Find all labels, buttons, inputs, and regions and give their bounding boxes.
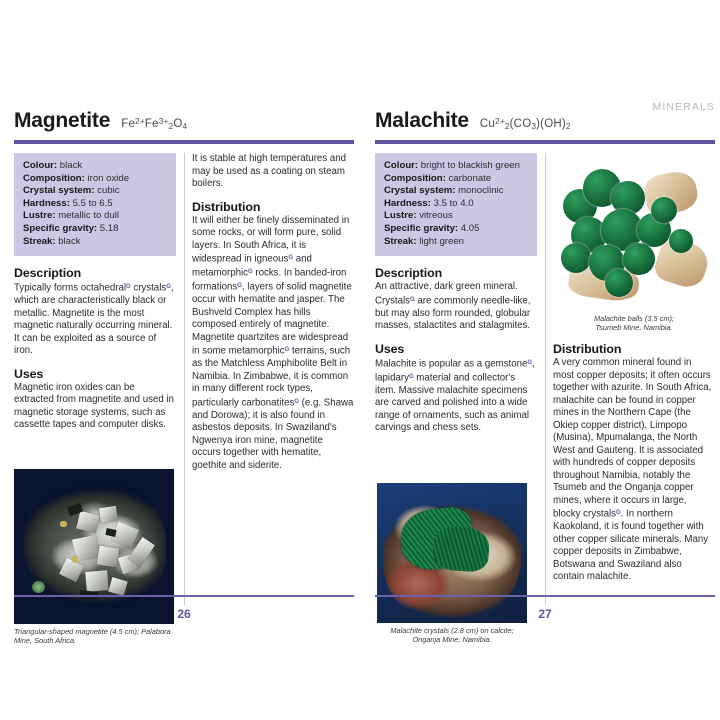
column-b-right-page: [553, 153, 715, 584]
fact-row: [23, 210, 168, 223]
green-mineral-spot: [32, 581, 45, 593]
running-head-minerals: MINERALS: [652, 101, 715, 113]
caption-line-1: Malachite crystals (2.8 cm) on calcite;: [390, 626, 514, 635]
fact-value: bright to blackish green: [420, 160, 520, 171]
page-title: [375, 109, 571, 133]
column-divider: [184, 153, 185, 605]
text-description: An attractive, dark green mineral. Crystals$^G$ are commonly needle-like, but may also form rounded, globular masses, stalactites and stalagmites.: [375, 281, 531, 332]
heading-distribution: Distribution: [192, 199, 261, 214]
malachite-ball: [651, 197, 677, 223]
text-intro-continued: It is stable at high temperatures and may be used as a coating on steam boilers.: [192, 153, 347, 189]
fact-value: 5.18: [99, 222, 119, 234]
fact-label: Composition:: [384, 172, 446, 184]
chemical-formula-magnetite: $Fe^{2+}Fe^{3+}_2O_4$: [121, 117, 188, 132]
column-a-right-page: [375, 153, 537, 645]
text-uses: Magnetic iron oxides can be extracted from magnetite and used in magnetic storage systems, such as cassette tapes and computer disks.: [14, 381, 174, 431]
fact-value: 4.05: [460, 222, 480, 234]
fact-row: [384, 173, 529, 186]
fact-value: carbonate: [448, 172, 492, 184]
text-uses: Malachite is popular as a gemstone$^G$, lapidary$^G$ material and collector's item. Massive malachite specimens are carved and polished into a wide range of ornaments, such as animal carvings and chess sets.: [375, 358, 535, 434]
gold-fleck: [72, 555, 78, 563]
fact-row: [384, 210, 529, 223]
heading-description: Description: [375, 266, 443, 281]
factbox-malachite: [375, 153, 537, 256]
text-distribution: A very common mineral found in most copper deposits; it often occurs together with azurite. In South Africa, malachite can be found in copper mines in the Northern Cape (the Okiep copper district), Limpopo (Musina), Mpumalanga, the North West and Gauteng. It is associated with hundreds of copper deposits throughout Namibia, notably the Tsumeb and the Onganja copper mines, where it occurs in large, blocky crystals$^G$. In northern Kaokoland, it is found together with other copper silicate minerals. Many copper deposits in Zimbabwe, Botswana and Swaziland also contain malachite.: [553, 357, 712, 583]
malachite-crystals-photo: [377, 483, 527, 623]
fact-row: [384, 160, 529, 173]
fact-row: [384, 185, 529, 198]
heading-description: Description: [14, 266, 82, 281]
chemical-formula-malachite: $Cu^{2+}_2(CO_3)(OH)_2$: [479, 117, 571, 132]
caption-line-1: Malachite balls (3.5 cm);: [593, 314, 675, 323]
caption-line-2: Onganja Mine, Namibia.: [412, 635, 492, 645]
fact-label: Crystal system:: [23, 185, 95, 197]
heading-uses: Uses: [375, 341, 405, 356]
fact-label: Streak:: [384, 235, 417, 247]
fact-value: 3.5 to 4.0: [433, 197, 474, 209]
column-divider: [545, 153, 546, 605]
fact-label: Colour:: [384, 160, 419, 171]
page-right-malachite: [375, 95, 715, 645]
fact-value: metallic to dull: [58, 210, 119, 222]
fact-row: [23, 223, 168, 236]
fact-label: Hardness:: [384, 197, 431, 209]
fact-row: [23, 198, 168, 211]
footer-rule: [375, 595, 715, 597]
fact-label: Lustre:: [23, 210, 56, 222]
heading-distribution: Distribution: [553, 342, 622, 357]
fact-label: Composition:: [23, 172, 85, 184]
fact-row: [23, 236, 168, 249]
fact-row: [23, 160, 168, 173]
text-description: Typically forms octahedral$^G$ crystals$^G$, which are characteristically black or metallic. Magnetite is the most magnetic naturally occurring mineral. It can be exploited as a source of iron.: [14, 282, 174, 357]
fact-label: Crystal system:: [384, 185, 456, 197]
fact-value: black: [58, 235, 81, 247]
fact-label: Specific gravity:: [384, 222, 459, 234]
page-number-right: 27: [538, 607, 552, 621]
fact-value: black: [59, 160, 83, 171]
fact-label: Streak:: [23, 235, 56, 247]
crystal-facet: [99, 506, 118, 523]
factbox-magnetite: [14, 153, 176, 256]
fact-row: [23, 173, 168, 186]
column-a-left-page: [14, 153, 176, 646]
fact-value: iron oxide: [87, 172, 130, 184]
fact-row: [23, 185, 168, 198]
malachite-ball: [669, 229, 693, 253]
fact-label: Specific gravity:: [23, 222, 98, 234]
photo-caption-malachite-balls: [553, 314, 715, 332]
magnetite-specimen-photo: [14, 469, 174, 624]
header-rule: [14, 140, 354, 144]
fact-row: [384, 198, 529, 211]
text-distribution: It will either be finely disseminated in some rocks, or will form pure, solid layers. In South Africa, it is widespread in igneous$^G$ and metamorphic$^G$ rocks. In banded-iron formations$^G$, layers of solid magnetite occur with hematite and jasper. The Bushveld Complex has hills composed entirely of magnetite. Magnetite quartzites are widespread in some metamorphic$^G$ terrains, such as the Matchless Amphibolite Belt in Namibia. In Zimbabwe, it is common in many different rock types, particularly carbonatites$^G$ (e.g. Shawa and Dorowa); it is also found in asbestos deposits. In Swaziland's Ngwenya iron mine, magnetite occurs together with hematite, goethite and siderite.: [192, 214, 354, 471]
crystal-facet: [97, 546, 120, 568]
photo-caption-magnetite: Triangular-shaped magnetite (4.5 cm); Palabora Mine, South Africa.: [14, 627, 171, 646]
heading-uses: Uses: [14, 366, 44, 381]
fact-label: Lustre:: [384, 210, 417, 222]
fact-value: cubic: [97, 185, 120, 197]
page-number-left: 26: [177, 607, 191, 621]
header-rule: [375, 140, 715, 144]
fact-label: Hardness:: [23, 197, 70, 209]
page-title: [14, 109, 187, 133]
malachite-ball: [623, 243, 655, 275]
fact-row: [384, 223, 529, 236]
fact-row: [384, 236, 529, 249]
malachite-ball: [605, 269, 633, 297]
fact-value: 5.5 to 6.5: [72, 197, 113, 209]
malachite-ball: [561, 243, 591, 273]
mineral-name-malachite: Malachite: [375, 109, 469, 132]
footer-rule: [14, 595, 354, 597]
malachite-needle-cluster: [432, 525, 491, 573]
malachite-balls-photo: [553, 151, 713, 311]
fact-label: Colour:: [23, 160, 58, 171]
mineral-name-magnetite: Magnetite: [14, 109, 111, 132]
crystal-facet: [85, 570, 109, 592]
page-left-magnetite: [14, 95, 354, 646]
caption-line-2: Tsumeb Mine, Namibia.: [595, 323, 673, 333]
fact-value: monoclinic: [458, 185, 504, 197]
gold-fleck: [60, 521, 67, 527]
fact-value: light green: [419, 235, 465, 247]
photo-caption-malachite-crystals: [377, 626, 527, 644]
fact-value: vitreous: [419, 210, 453, 222]
column-b-left-page: [192, 153, 354, 472]
